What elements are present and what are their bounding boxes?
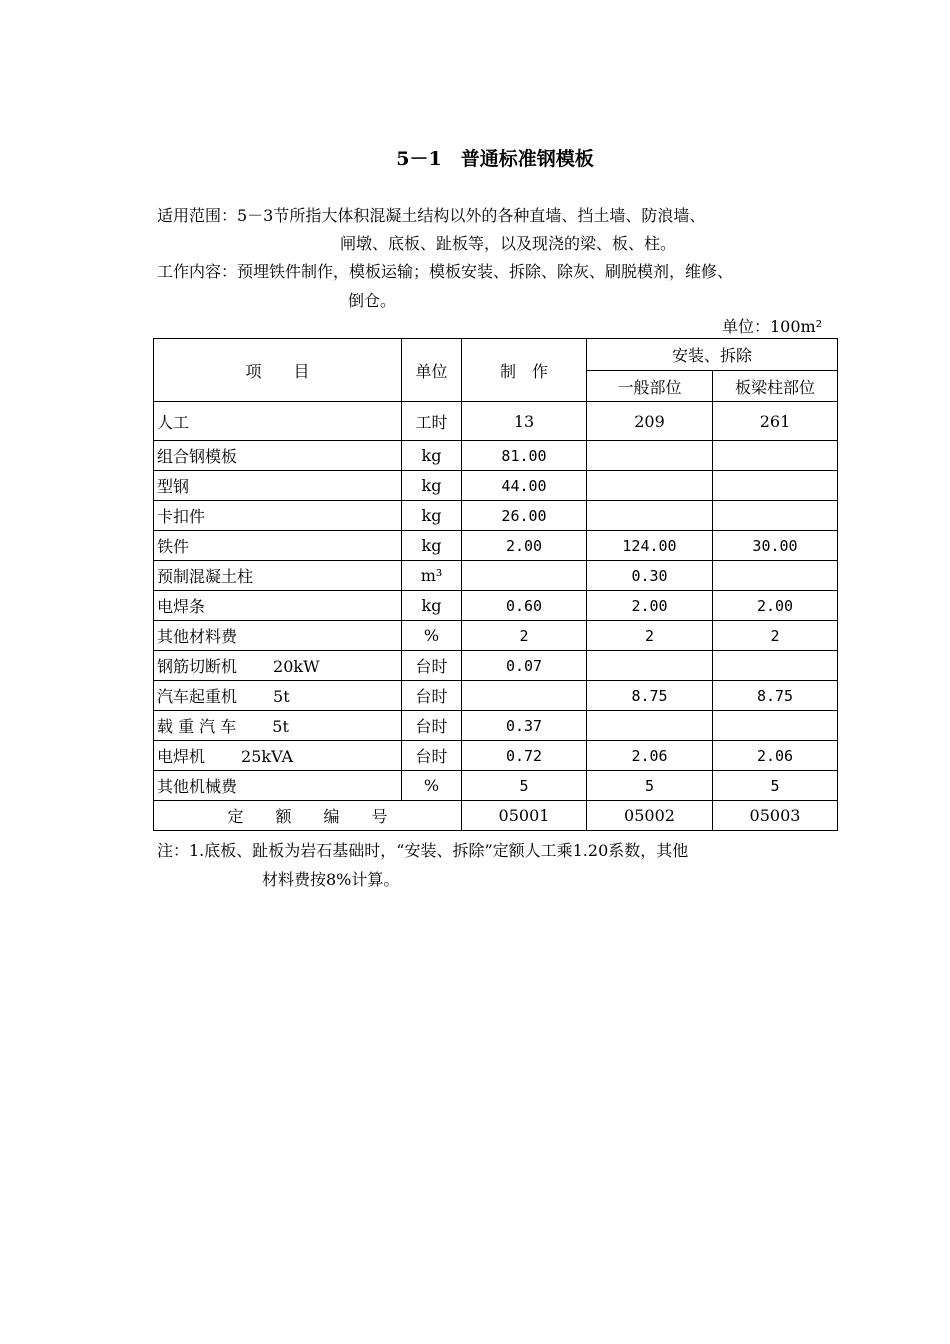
work-content-line-1: 工作内容：预埋铁件制作，模板运输；模板安装、拆除、除灰、刷脱模剂，维修、 <box>157 262 734 281</box>
header-item: 项 目 <box>154 339 402 402</box>
table-row <box>154 681 838 711</box>
table-row <box>154 471 838 501</box>
row-item-cell <box>154 561 402 591</box>
row-item-name: 钢筋切断机 <box>157 657 238 676</box>
row-unit-cell: m³ <box>402 561 462 591</box>
row-general-cell: 2.06 <box>587 741 713 771</box>
row-make-cell: 2.00 <box>462 531 587 561</box>
row-general-cell <box>587 711 713 741</box>
row-make-cell: 26.00 <box>462 501 587 531</box>
row-item-spec: 20kW <box>273 657 320 676</box>
row-item-spec: 5t <box>273 687 290 706</box>
row-unit-cell: kg <box>402 531 462 561</box>
table-row <box>154 621 838 651</box>
row-item-cell <box>154 771 402 801</box>
row-beam-cell: 261 <box>713 402 838 441</box>
row-item-name: 组合钢模板 <box>157 447 238 466</box>
row-general-cell: 8.75 <box>587 681 713 711</box>
header-make: 制 作 <box>462 339 587 402</box>
table-row <box>154 531 838 561</box>
row-item-name: 电焊条 <box>157 597 206 616</box>
row-general-cell <box>587 651 713 681</box>
row-make-cell: 13 <box>462 402 587 441</box>
table-row <box>154 591 838 621</box>
row-make-cell: 44.00 <box>462 471 587 501</box>
row-item-name: 卡扣件 <box>157 507 206 526</box>
row-beam-cell: 2.00 <box>713 591 838 621</box>
table-row <box>154 501 838 531</box>
row-make-cell: 0.72 <box>462 741 587 771</box>
row-make-cell <box>462 561 587 591</box>
row-make-cell: 0.37 <box>462 711 587 741</box>
row-unit-cell: kg <box>402 591 462 621</box>
row-item-spec: 5t <box>272 717 289 736</box>
row-item-name: 汽车起重机 <box>157 687 238 706</box>
row-beam-cell: 5 <box>713 771 838 801</box>
row-item-cell <box>154 501 402 531</box>
row-make-cell: 0.60 <box>462 591 587 621</box>
row-beam-cell <box>713 441 838 471</box>
row-item-spec: 25kVA <box>241 747 294 766</box>
row-unit-cell: 台时 <box>402 741 462 771</box>
header-general: 一般部位 <box>587 371 713 402</box>
row-item-name: 人工 <box>157 412 190 432</box>
row-item-cell <box>154 441 402 471</box>
row-make-cell: 2 <box>462 621 587 651</box>
row-make-cell: 0.07 <box>462 651 587 681</box>
row-beam-cell: 8.75 <box>713 681 838 711</box>
note-line-1: 注：1.底板、趾板为岩石基础时，“安装、拆除”定额人工乘1.20系数，其他 <box>157 841 689 860</box>
table-row <box>154 402 838 441</box>
row-item-name: 电焊机 <box>157 747 206 766</box>
header-beam: 板梁柱部位 <box>713 371 838 402</box>
table-row <box>154 561 838 591</box>
note-line-2: 材料费按8%计算。 <box>262 870 400 889</box>
header-install-group: 安装、拆除 <box>587 339 838 371</box>
row-make-cell: 5 <box>462 771 587 801</box>
row-unit-cell: kg <box>402 441 462 471</box>
row-general-cell <box>587 501 713 531</box>
footer-general: 05002 <box>587 801 713 831</box>
row-item-name: 型钢 <box>157 477 190 496</box>
row-item-cell <box>154 531 402 561</box>
scope-text-line-2: 闸墩、底板、趾板等，以及现浇的梁、板、柱。 <box>340 234 677 253</box>
table-row <box>154 441 838 471</box>
table-row <box>154 771 838 801</box>
row-beam-cell <box>713 471 838 501</box>
unit-label: 单位：100m² <box>722 317 823 336</box>
row-general-cell: 0.30 <box>587 561 713 591</box>
row-general-cell <box>587 441 713 471</box>
row-beam-cell <box>713 501 838 531</box>
row-item-cell <box>154 741 402 771</box>
row-item-cell <box>154 591 402 621</box>
row-beam-cell: 2 <box>713 621 838 651</box>
row-beam-cell <box>713 711 838 741</box>
table-row <box>154 741 838 771</box>
page-title: 5－1 普通标准钢模板 <box>396 148 594 170</box>
row-unit-cell: 台时 <box>402 681 462 711</box>
table-row <box>154 651 838 681</box>
row-beam-cell: 30.00 <box>713 531 838 561</box>
row-item-cell <box>154 651 402 681</box>
row-make-cell: 81.00 <box>462 441 587 471</box>
row-general-cell: 124.00 <box>587 531 713 561</box>
table-row <box>154 711 838 741</box>
quota-table <box>153 338 838 831</box>
header-unit: 单位 <box>402 339 462 402</box>
row-item-cell <box>154 402 402 441</box>
row-unit-cell: % <box>402 771 462 801</box>
row-unit-cell: 工时 <box>402 402 462 441</box>
row-item-cell <box>154 681 402 711</box>
row-beam-cell: 2.06 <box>713 741 838 771</box>
footer-label: 定 额 编 号 <box>154 801 462 831</box>
footer-make: 05001 <box>462 801 587 831</box>
work-content-line-2: 倒仓。 <box>348 291 397 310</box>
row-unit-cell: % <box>402 621 462 651</box>
row-unit-cell: 台时 <box>402 651 462 681</box>
row-item-cell <box>154 711 402 741</box>
row-beam-cell <box>713 561 838 591</box>
row-unit-cell: kg <box>402 471 462 501</box>
row-make-cell <box>462 681 587 711</box>
footer-beam: 05003 <box>713 801 838 831</box>
row-item-name: 其他材料费 <box>157 627 238 646</box>
row-item-name: 载 重 汽 车 <box>157 717 237 736</box>
row-item-cell <box>154 471 402 501</box>
table-body <box>154 402 838 801</box>
scope-text-line-1: 适用范围：5－3节所指大体积混凝土结构以外的各种直墙、挡土墙、防浪墙、 <box>157 206 706 225</box>
row-item-name: 其他机械费 <box>157 777 238 796</box>
row-item-cell <box>154 621 402 651</box>
row-unit-cell: 台时 <box>402 711 462 741</box>
row-general-cell: 5 <box>587 771 713 801</box>
row-general-cell: 2.00 <box>587 591 713 621</box>
row-general-cell: 2 <box>587 621 713 651</box>
row-general-cell: 209 <box>587 402 713 441</box>
row-general-cell <box>587 471 713 501</box>
row-unit-cell: kg <box>402 501 462 531</box>
row-item-name: 铁件 <box>157 537 190 556</box>
row-beam-cell <box>713 651 838 681</box>
row-item-name: 预制混凝土柱 <box>157 567 254 586</box>
